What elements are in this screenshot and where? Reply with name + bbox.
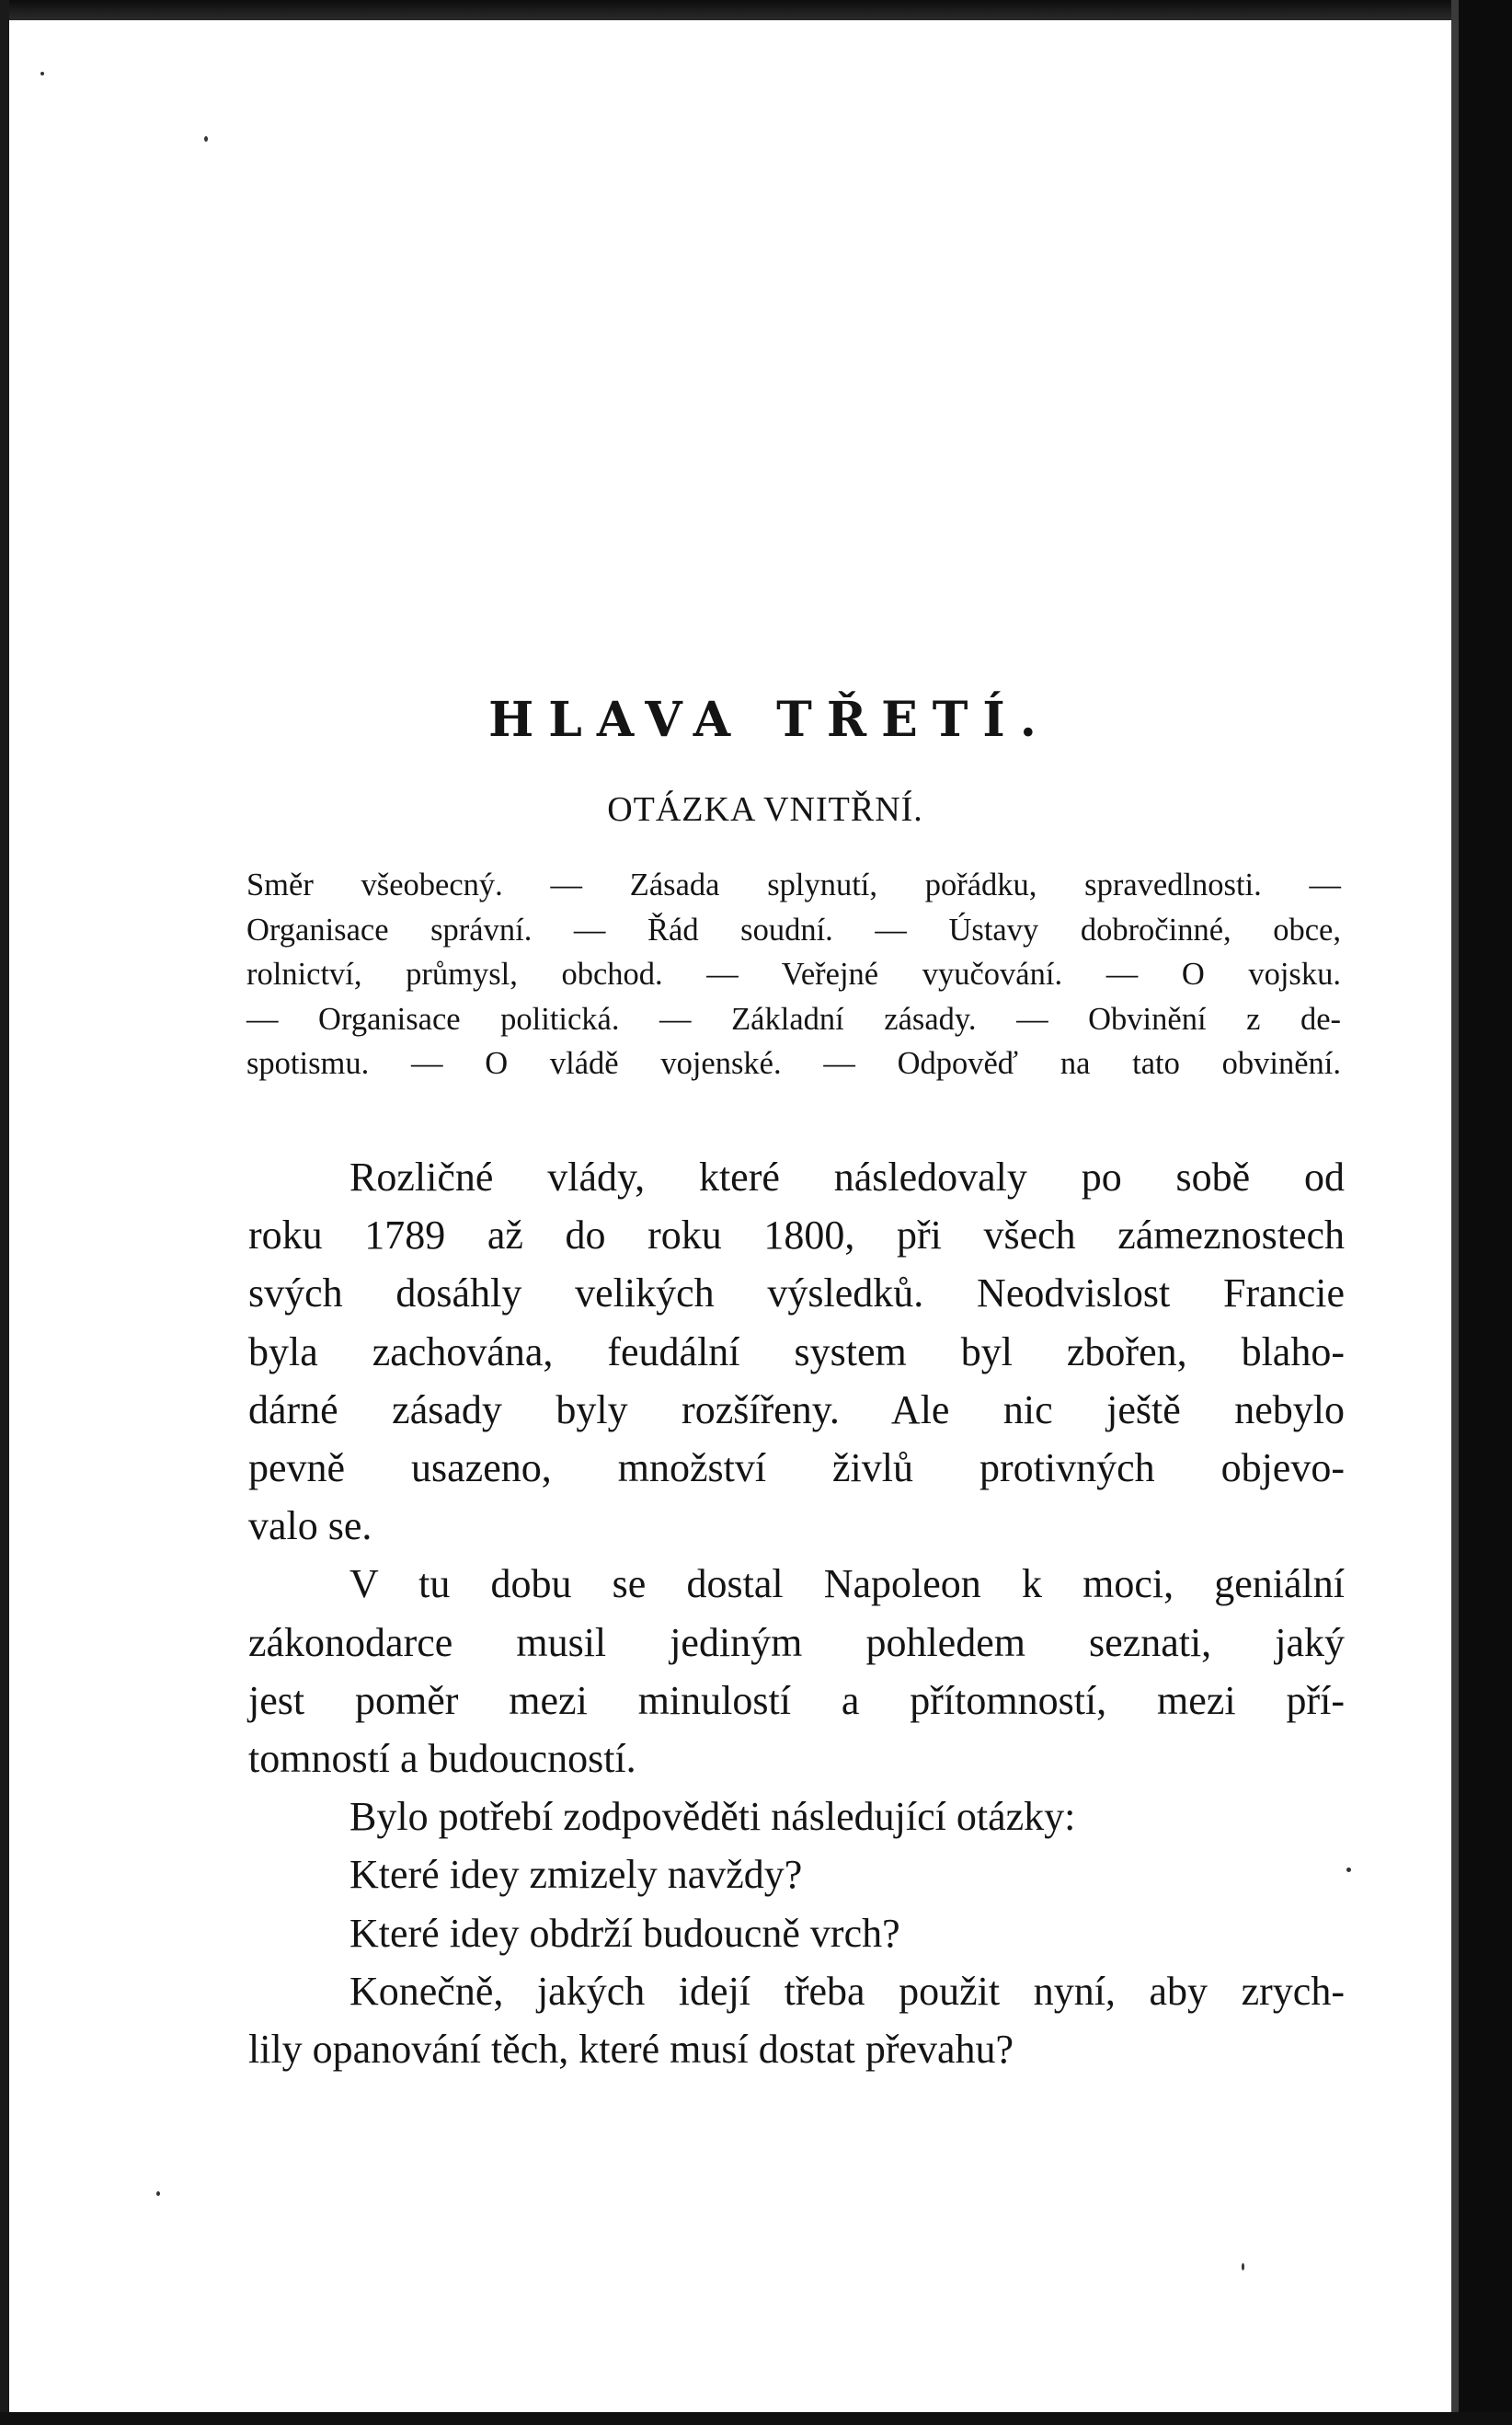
scan-speck [156, 2191, 160, 2196]
body-line: svých dosáhly velikých výsledků. Neodvislost Francie [248, 1270, 1345, 1316]
body-line: pevně usazeno, množství živlů protivných objevo- [248, 1445, 1345, 1491]
scan-border-right [1459, 0, 1512, 2425]
body-line: Rozličné vlády, které následovaly po sobě od [349, 1155, 1345, 1200]
summary-line: Směr všeobecný. — Zásada splynutí, pořádku, spravedlnosti. — [246, 868, 1341, 902]
body-line: tomností a budoucností. [248, 1736, 636, 1782]
body-line: Konečně, jakých idejí třeba použit nyní, aby zrych- [349, 1968, 1345, 2014]
scan-border-left [0, 0, 9, 2425]
body-line: V tu dobu se dostal Napoleon k moci, geniální [349, 1561, 1345, 1607]
scan-border-bottom [0, 2412, 1512, 2425]
body-line: Které idey zmizely navždy? [349, 1852, 803, 1898]
scan-speck [204, 136, 208, 142]
body-line: byla zachována, feudální system byl zbořen, blaho- [248, 1328, 1345, 1374]
body-line: dárné zásady byly rozšířeny. Ale nic ještě nebylo [248, 1386, 1345, 1432]
body-line: Bylo potřebí zodpověděti následující otázky: [349, 1794, 1076, 1840]
scan-speck [40, 72, 44, 75]
summary-line: spotismu. — O vládě vojenské. — Odpověď na tato obvinění. [246, 1046, 1341, 1081]
summary-line: — Organisace politická. — Základní zásady. — Obvinění z de- [246, 1001, 1341, 1037]
summary-line: Organisace správní. — Řád soudní. — Ústavy dobročinné, obce, [246, 912, 1341, 948]
body-line: jest poměr mezi minulostí a přítomností, mezi pří- [248, 1677, 1345, 1723]
body-line: roku 1789 až do roku 1800, při všech zámeznostech [248, 1212, 1345, 1258]
scan-border-right-shadow [1451, 0, 1459, 2425]
chapter-heading: HLAVA TŘETÍ. [488, 692, 1051, 748]
summary-line: rolnictví, průmysl, obchod. — Veřejné vyučování. — O vojsku. [246, 957, 1341, 992]
body-line: lily opanování těch, které musí dostat převahu? [248, 2027, 1014, 2073]
body-line: Které idey obdrží budoucně vrch? [349, 1910, 900, 1956]
scan-speck [1346, 1868, 1351, 1872]
body-text [248, 1148, 1345, 2078]
chapter-subtitle: OTÁZKA VNITŘNÍ. [607, 790, 923, 829]
body-line: valo se. [248, 1503, 372, 1549]
chapter-summary [246, 863, 1341, 1086]
scan-border-top [0, 0, 1512, 20]
body-line: zákonodarce musil jediným pohledem seznati, jaký [248, 1619, 1345, 1665]
scan-speck [1242, 2263, 1244, 2270]
